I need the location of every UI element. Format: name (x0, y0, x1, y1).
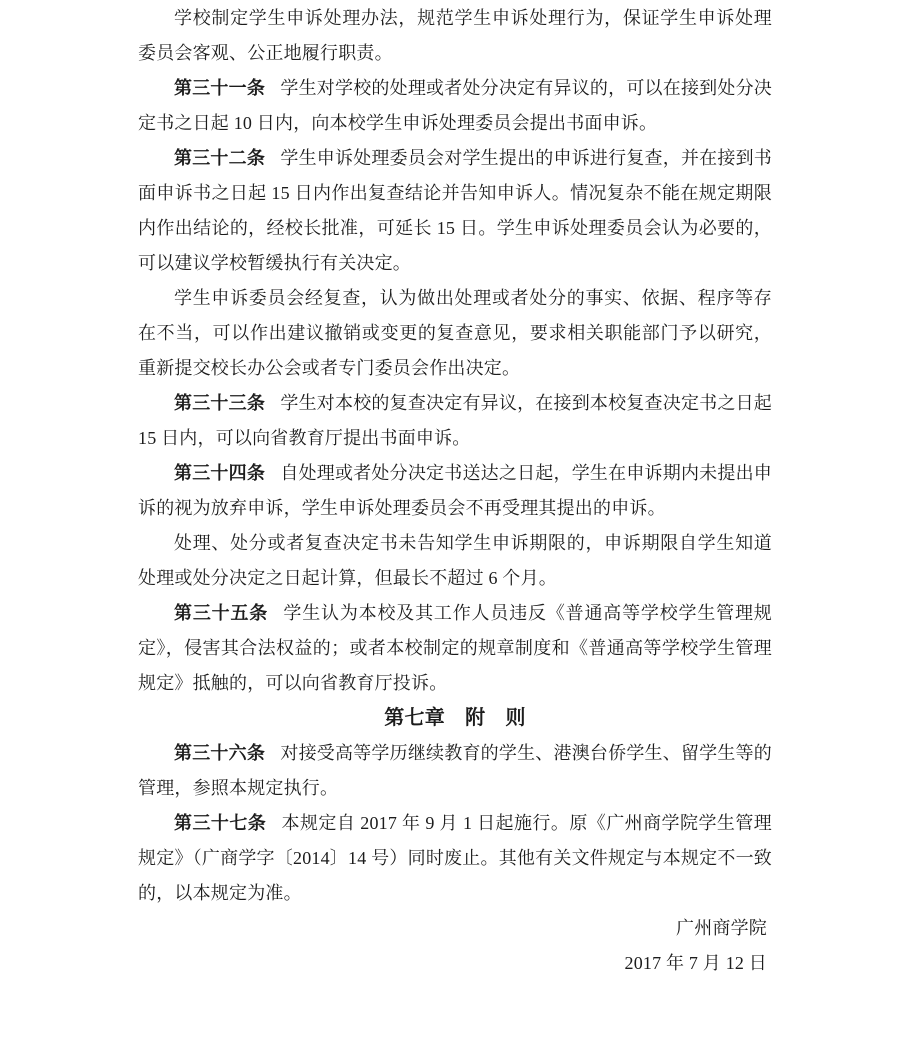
paragraph-text: 学生申诉委员会经复查，认为做出处理或者处分的事实、依据、程序等存在不当，可以作出建议撤销或变更的复查意见，要求相关职能部门予以研究，重新提交校长办公会或者专门委员会作出决定。 (138, 288, 772, 378)
paragraph (138, 71, 772, 141)
article-number: 第三十六条 (174, 743, 266, 763)
paragraph-text: 对接受高等学历继续教育的学生、港澳台侨学生、留学生等的管理，参照本规定执行。 (138, 743, 773, 798)
chapter-heading-text: 第七章 附 则 (384, 707, 526, 729)
paragraph-text: 本规定自 2017 年 9 月 1 日起施行。原《广州商学院学生管理规定》（广商学字〔2014〕14 号）同时废止。其他有关文件规定与本规定不一致的，以本规定为准。 (138, 813, 772, 903)
paragraph (138, 141, 772, 281)
paragraph (138, 386, 772, 456)
paragraph (138, 281, 772, 386)
article-number: 第三十二条 (174, 148, 266, 168)
paragraph (138, 736, 772, 806)
paragraph (138, 806, 772, 911)
paragraph (138, 456, 772, 526)
paragraph (138, 596, 772, 701)
paragraph-text: 学生申诉处理委员会对学生提出的申诉进行复查，并在接到书面申诉书之日起 15 日内作出复查结论并告知申诉人。情况复杂不能在规定期限内作出结论的，经校长批准，可延长 15 日。学生申诉处理委员会认为必要的，可以建议学校暂缓执行有关决定。 (138, 148, 773, 273)
paragraph-text: 学生对本校的复查决定有异议，在接到本校复查决定书之日起 15 日内，可以向省教育厅提出书面申诉。 (138, 393, 773, 448)
paragraph-text: 处理、处分或者复查决定书未告知学生申诉期限的，申诉期限自学生知道处理或处分决定之日起计算，但最长不超过 6 个月。 (138, 533, 772, 588)
paragraph-text: 自处理或者处分决定书送达之日起，学生在申诉期内未提出申诉的视为放弃申诉，学生申诉处理委员会不再受理其提出的申诉。 (138, 463, 773, 518)
article-number: 第三十五条 (174, 603, 269, 623)
paragraph-text: 广州商学院 (676, 918, 767, 938)
paragraph (138, 526, 772, 596)
chapter-heading (138, 701, 772, 736)
paragraph (138, 1, 772, 71)
article-number: 第三十三条 (174, 393, 266, 413)
paragraph-text: 学校制定学生申诉处理办法，规范学生申诉处理行为，保证学生申诉处理委员会客观、公正地履行职责。 (138, 8, 772, 63)
paragraph-text: 学生对学校的处理或者处分决定有异议的，可以在接到处分决定书之日起 10 日内，向本校学生申诉处理委员会提出书面申诉。 (138, 78, 773, 133)
issue-date (138, 946, 772, 981)
paragraph-text: 学生认为本校及其工作人员违反《普通高等学校学生管理规定》，侵害其合法权益的；或者本校制定的规章制度和《普通高等学校学生管理规定》抵触的，可以向省教育厅投诉。 (138, 603, 773, 693)
article-number: 第三十一条 (174, 78, 266, 98)
issuer-signature (138, 911, 772, 946)
article-number: 第三十四条 (174, 463, 266, 483)
paragraph-text: 2017 年 7 月 12 日 (624, 953, 767, 973)
article-number: 第三十七条 (174, 813, 267, 833)
